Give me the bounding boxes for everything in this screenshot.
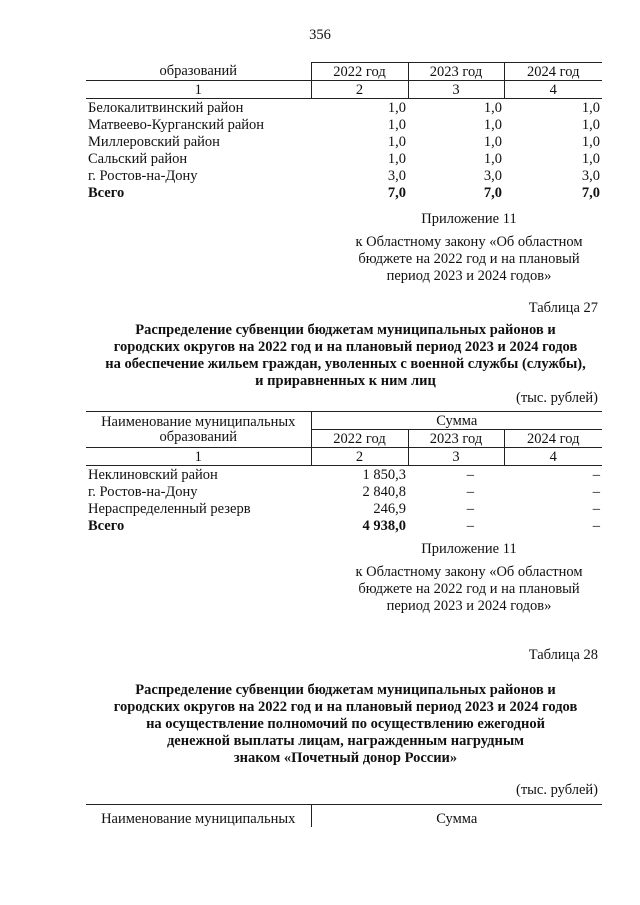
total-value: – [592, 517, 600, 534]
row-value: 1,0 [483, 133, 502, 150]
row-value: 1,0 [387, 116, 406, 133]
row-value: 1,0 [387, 133, 406, 150]
table-row [86, 133, 602, 150]
row-value: – [592, 500, 600, 517]
table-row [86, 116, 602, 133]
row-value: 1,0 [387, 150, 406, 167]
col-number: 2 [311, 448, 408, 466]
appendix-note [340, 211, 598, 285]
table-title [88, 682, 603, 767]
total-value: 7,0 [387, 184, 406, 201]
total-value: 4 938,0 [362, 517, 406, 534]
appendix-note [340, 541, 598, 615]
table-row [86, 500, 602, 517]
appendix-line: период 2023 и 2024 годов» [386, 268, 552, 284]
row-value: 1,0 [581, 116, 600, 133]
header-year: 2022 год [311, 63, 408, 81]
title-line: городских округов на 2022 год и на плановый период 2023 и 2024 годов [113, 699, 578, 715]
header-sum: Сумма [311, 412, 602, 430]
header-sum: Сумма [311, 805, 602, 828]
row-value: – [592, 483, 600, 500]
row-name: г. Ростов-на-Дону [88, 167, 198, 184]
total-label: Всего [88, 184, 125, 201]
header-name-line: образований [159, 428, 238, 445]
col-number: 4 [504, 81, 602, 99]
table-label: Таблица 27 [528, 300, 598, 316]
table-row [86, 99, 602, 117]
units-label: (тыс. рублей) [516, 782, 598, 798]
col-number: 1 [86, 81, 311, 99]
table-28 [86, 804, 602, 827]
row-value: 3,0 [387, 167, 406, 184]
title-line: на осуществление полномочий по осуществлению ежегодной [146, 716, 545, 732]
row-value: 1,0 [387, 99, 406, 116]
total-value: – [466, 517, 474, 534]
header-name [86, 412, 311, 448]
table-row [86, 466, 602, 484]
header-year: 2024 год [504, 63, 602, 81]
col-number: 3 [408, 81, 504, 99]
table-label: Таблица 28 [528, 647, 598, 663]
row-name: Нераспределенный резерв [88, 500, 251, 517]
row-value: 3,0 [483, 167, 502, 184]
row-value: 1,0 [483, 116, 502, 133]
title-line: на обеспечение жильем граждан, уволенных с военной службы (службы), [105, 356, 586, 372]
total-row [86, 517, 602, 534]
row-value: 1 850,3 [362, 466, 406, 483]
title-line: денежной выплаты лицам, награжденным нагрудным [166, 733, 525, 749]
table-row [86, 150, 602, 167]
table-row [86, 167, 602, 184]
header-name: образований [86, 63, 311, 81]
row-name: Миллеровский район [88, 133, 220, 150]
row-value: – [592, 466, 600, 483]
row-name: Белокалитвинский район [88, 99, 244, 116]
total-value: 7,0 [581, 184, 600, 201]
header-year: 2023 год [408, 430, 504, 448]
units-label: (тыс. рублей) [516, 390, 598, 406]
row-value: 1,0 [581, 133, 600, 150]
col-number: 2 [311, 81, 408, 99]
total-label: Всего [88, 517, 125, 534]
row-value: 1,0 [483, 99, 502, 116]
row-value: 246,9 [373, 500, 406, 517]
appendix-line: Приложение 11 [421, 211, 517, 227]
total-row [86, 184, 602, 201]
row-value: 1,0 [581, 150, 600, 167]
header-name-line: Наименование муниципальных [101, 413, 296, 430]
appendix-line: бюджете на 2022 год и на плановый [358, 251, 580, 267]
row-value: 1,0 [483, 150, 502, 167]
total-value: 7,0 [483, 184, 502, 201]
row-value: – [466, 466, 474, 483]
col-number: 4 [504, 448, 602, 466]
table-row [86, 483, 602, 500]
title-line: городских округов на 2022 год и на плановый период 2023 и 2024 годов [113, 339, 578, 355]
row-value: 3,0 [581, 167, 600, 184]
table-27 [86, 411, 602, 534]
appendix-line: к Областному закону «Об областном [355, 564, 583, 580]
col-number: 3 [408, 448, 504, 466]
header-year: 2023 год [408, 63, 504, 81]
table-continued [86, 62, 602, 201]
appendix-line: к Областному закону «Об областном [355, 234, 583, 250]
title-line: и приравненных к ним лиц [255, 373, 436, 389]
row-name: г. Ростов-на-Дону [88, 483, 198, 500]
row-name: Матвеево-Курганский район [88, 116, 265, 133]
row-value: 2 840,8 [362, 483, 406, 500]
title-line: Распределение субвенции бюджетам муниципальных районов и [135, 322, 556, 338]
col-number: 1 [86, 448, 311, 466]
appendix-line: период 2023 и 2024 годов» [386, 598, 552, 614]
row-name: Неклиновский район [88, 466, 218, 483]
page-number: 356 [309, 27, 331, 43]
row-name: Сальский район [88, 150, 188, 167]
title-line: Распределение субвенции бюджетам муниципальных районов и [135, 682, 556, 698]
header-year: 2022 год [311, 430, 408, 448]
appendix-line: Приложение 11 [421, 541, 517, 557]
title-line: знаком «Почетный донор России» [233, 750, 458, 766]
row-value: 1,0 [581, 99, 600, 116]
appendix-line: бюджете на 2022 год и на плановый [358, 581, 580, 597]
row-value: – [466, 483, 474, 500]
table-title [88, 322, 603, 390]
header-year: 2024 год [504, 430, 602, 448]
header-name: Наименование муниципальных [86, 805, 311, 828]
row-value: – [466, 500, 474, 517]
